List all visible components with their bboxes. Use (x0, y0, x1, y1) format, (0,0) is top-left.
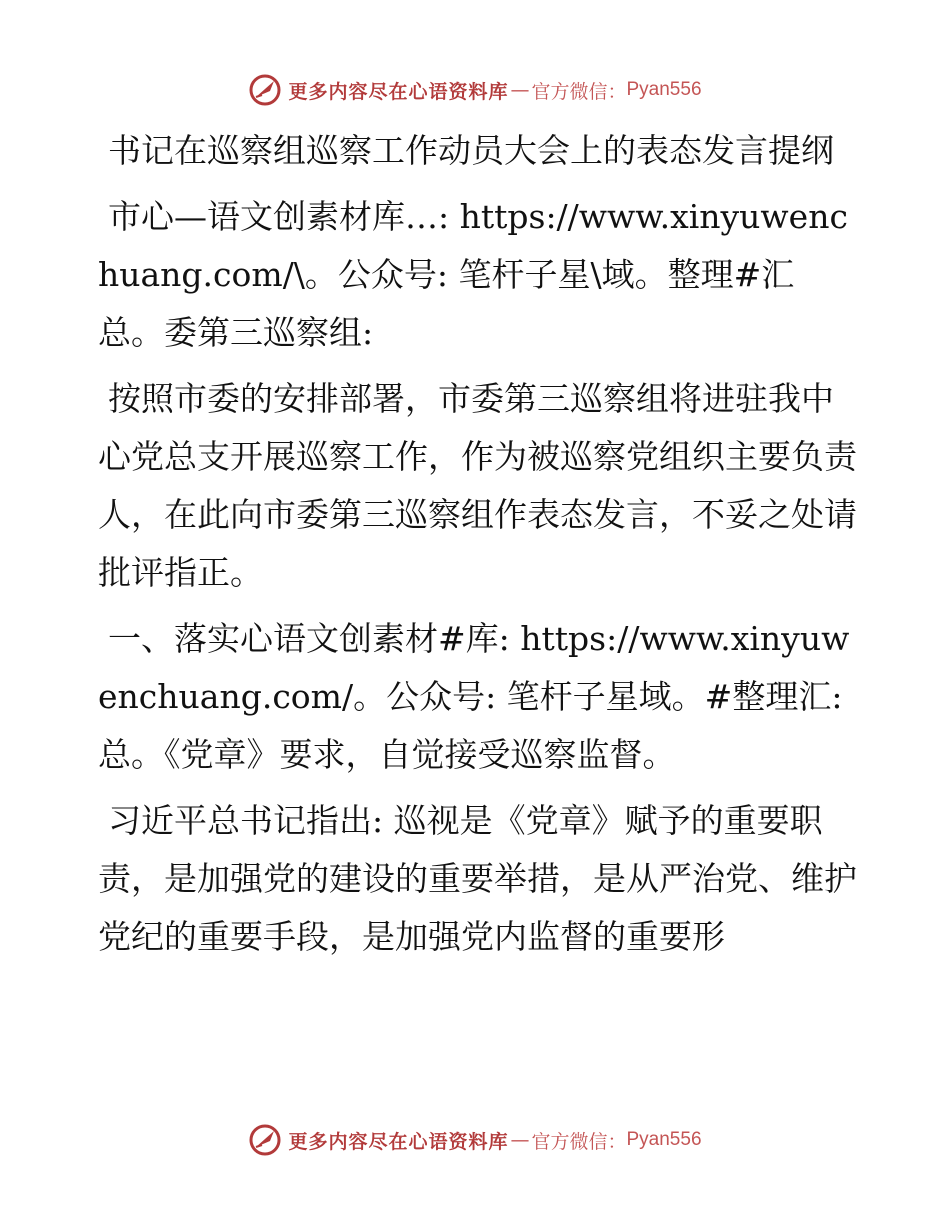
banner-wechat-id: Pyan556 (626, 79, 702, 100)
document-body (98, 122, 858, 974)
banner-brand: 更多内容尽在心语资料库 (288, 80, 509, 103)
paragraph-1: 市心—语文创素材库…: https://www.xinyuwenchuang.com/\。公众号: 笔杆子星\域。整理#汇总。委第三巡察组: (98, 197, 848, 352)
header-banner (0, 70, 950, 110)
paragraph-4: 习近平总书记指出: 巡视是《党章》赋予的重要职责，是加强党的建设的重要举措，是从严治党、维护党纪的重要手段，是加强党内监督的重要形 (98, 801, 857, 956)
banner-wechat-label: 官方微信： (531, 80, 627, 103)
banner-separator: — (510, 79, 530, 101)
banner-wechat-id: Pyan556 (626, 1129, 702, 1150)
banner-wechat-label: 官方微信： (531, 1130, 627, 1153)
paragraph-3: 一、落实心语文创素材#库: https://www.xinyuwenchuang.com/。公众号: 笔杆子星域。#整理汇:总。《党章》要求，自觉接受巡察监督。 (98, 619, 850, 774)
document-title: 书记在巡察组巡察工作动员大会上的表态发言提纲 (108, 131, 834, 170)
footer-banner (0, 1120, 950, 1160)
paragraph-2: 按照市委的安排部署，市委第三巡察组将进驻我中心党总支开展巡察工作，作为被巡察党组织主要负责人，在此向市委第三巡察组作表态发言，不妥之处请批评指正。 (98, 379, 857, 592)
quill-logo-icon (248, 1123, 282, 1157)
banner-separator: — (510, 1129, 530, 1151)
quill-logo-icon (248, 73, 282, 107)
banner-brand: 更多内容尽在心语资料库 (288, 1130, 509, 1153)
